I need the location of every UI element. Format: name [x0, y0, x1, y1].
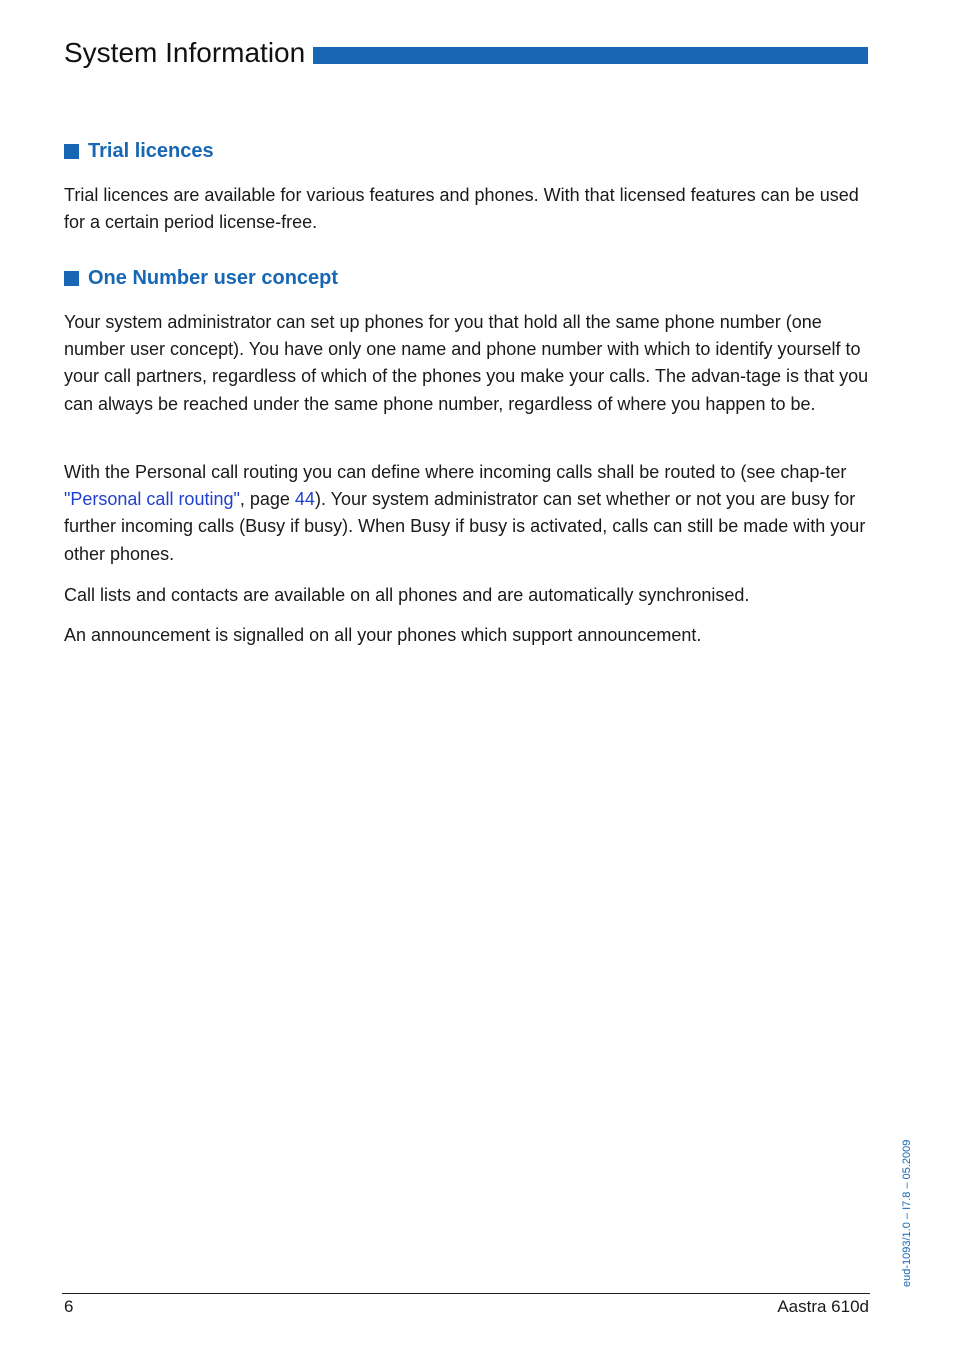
document-code: eud-1093/1.0 – I7.8 – 05.2009: [901, 1139, 913, 1287]
square-bullet-icon: [64, 271, 79, 286]
personal-call-routing-link[interactable]: "Personal call routing": [64, 489, 240, 510]
footer-divider: [62, 1293, 870, 1294]
footer-page-number: 6: [64, 1297, 74, 1316]
section-heading-one-number: [64, 265, 338, 291]
square-bullet-icon: [64, 144, 79, 159]
section-heading-label: Trial licences: [88, 140, 214, 162]
section-heading-trial-licences: [64, 138, 214, 164]
page-title: System Information: [64, 37, 306, 68]
one-number-intro-paragraph: Your system administrator can set up phones for you that hold all the same phone number (one number user concept). You have only one name and phone number with which to identify yourself to your call partners, regardless of which of the phones you make your calls. The advan-tage is that you can always be reached under the same phone number, regardless of where you happen to be.: [64, 312, 869, 414]
trial-licences-paragraph: Trial licences are available for various features and phones. With that licensed features can be used for a certain period license-free.: [64, 185, 859, 233]
routing-text-after: ). Your system administrator can set whether or not you are busy for further incoming calls (Busy if busy). When Busy if busy is activated, calls can still be made with your other phones.: [64, 489, 866, 564]
personal-routing-paragraph: [64, 459, 870, 568]
routing-text-before: With the Personal call routing you can define where incoming calls shall be routed to (see chap-ter: [64, 462, 847, 482]
section-heading-label: One Number user concept: [88, 267, 339, 289]
title-accent-bar: [313, 47, 868, 64]
footer-product-name: Aastra 610d: [777, 1297, 869, 1316]
page-reference-link[interactable]: 44: [294, 489, 315, 510]
routing-page-prefix: , page: [239, 489, 295, 510]
announcement-paragraph: An announcement is signalled on all your phones which support announcement.: [64, 625, 702, 645]
call-lists-paragraph: Call lists and contacts are available on all phones and are automatically synchronised.: [64, 585, 750, 605]
